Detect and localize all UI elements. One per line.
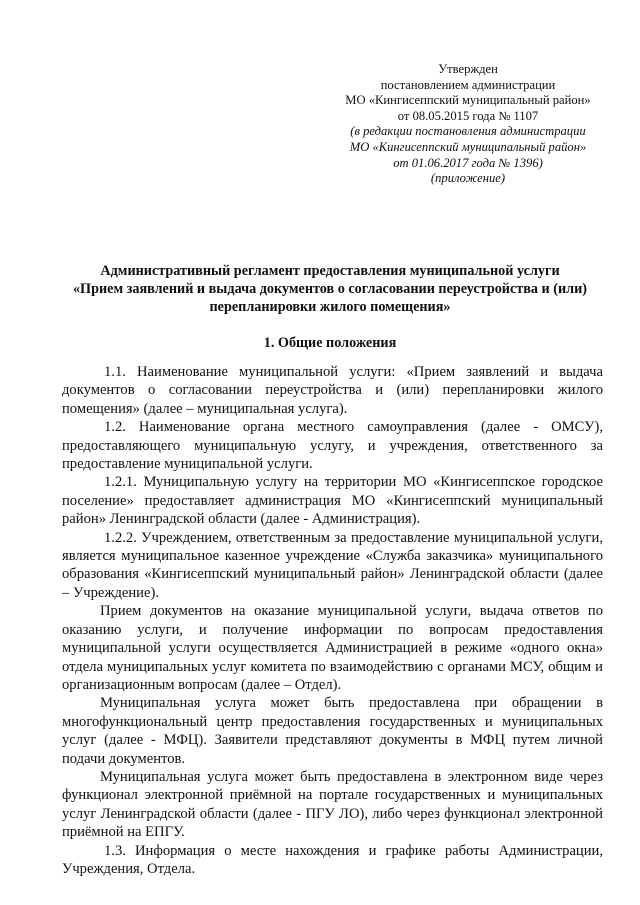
approval-line: постановлением администрации bbox=[380, 77, 556, 92]
paragraph: 1.2.1. Муниципальную услугу на территории МО «Кингисеппское городское поселение» предоставляет администрация МО «Кингисеппский муниципальный район» Ленинградской области (далее - Администрация). bbox=[62, 474, 603, 528]
title-line: перепланировки жилого помещения» bbox=[209, 299, 451, 315]
paragraph: Прием документов на оказание муниципальной услуги, выдача ответов по оказанию услуги, и получение информации по вопросам предоставления муниципальной услуги осуществляется Администрацией в режиме «одного окна» отдела муниципальных услуг комитета по взаимодействию с органами МСУ, общим и организационным вопросам (далее – Отдел). bbox=[62, 603, 603, 693]
revision-note-line: МО «Кингисеппский муниципальный район» bbox=[349, 139, 587, 154]
appendix-note: (приложение) bbox=[430, 171, 506, 186]
paragraph: 1.3. Информация о месте нахождения и графике работы Администрации, Учреждения, Отдела. bbox=[62, 842, 603, 877]
title-line: «Прием заявлений и выдача документов о согласовании переустройства и (или) bbox=[72, 281, 588, 297]
approval-line: Утвержден bbox=[438, 62, 498, 76]
document-body bbox=[62, 363, 603, 878]
approval-line: от 08.05.2015 года № 1107 bbox=[397, 108, 539, 123]
section-heading: 1. Общие положения bbox=[263, 335, 397, 351]
paragraph: Муниципальная услуга может быть предоставлена в электронном виде через функционал электронной приёмной на портале государственных и муниципальных услуг Ленинградской области (далее - ПГУ ЛО), либо через функционал электронной приёмной на ЕПГУ. bbox=[62, 768, 603, 841]
paragraph: 1.2. Наименование органа местного самоуправления (далее - ОМСУ), предоставляющего муниципальную услугу, и учреждения, ответственного за предоставление муниципальной услуги. bbox=[62, 419, 603, 473]
revision-note-line: (в редакции постановления администрации bbox=[350, 124, 586, 139]
approval-stamp bbox=[318, 62, 618, 187]
revision-note-line: от 01.06.2017 года № 1396) bbox=[393, 155, 543, 170]
title-line: Административный регламент предоставления муниципальной услуги bbox=[100, 263, 560, 279]
approval-line: МО «Кингисеппский муниципальный район» bbox=[345, 93, 591, 108]
document-title bbox=[40, 262, 620, 316]
paragraph: Муниципальная услуга может быть предоставлена при обращении в многофункциональный центр предоставления государственных и муниципальных услуг (далее - МФЦ). Заявители представляют документы в МФЦ путем личной подачи документов. bbox=[62, 695, 603, 767]
paragraph: 1.1. Наименование муниципальной услуги: «Прием заявлений и выдача документов о согласовании переустройства и (или) перепланировки жилого помещения» (далее – муниципальная услуга). bbox=[62, 364, 603, 417]
paragraph: 1.2.2. Учреждением, ответственным за предоставление муниципальной услуги, является муниципальное казенное учреждение «Служба заказчика» муниципального образования «Кингисеппский муниципальный район» Ленинградской области (далее – Учреждение). bbox=[62, 529, 603, 601]
